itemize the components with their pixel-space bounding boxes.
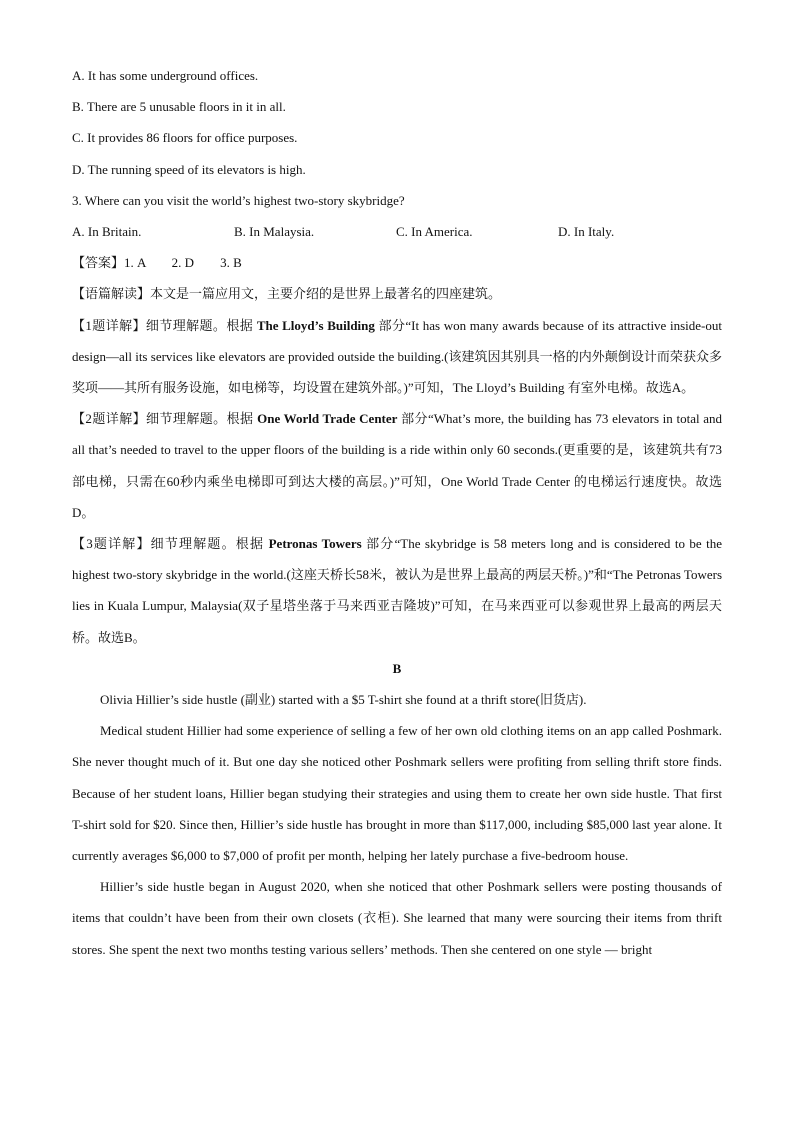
detail-1-pre: 细节理解题。根据 [145, 317, 254, 333]
section-b-heading: B [392, 660, 402, 676]
document-page [72, 60, 722, 965]
q3-options [72, 216, 722, 247]
answer-text: 1. A 2. D 3. B [124, 255, 242, 271]
summary-line [72, 278, 722, 309]
detail-3-bold: Petronas Towers [268, 536, 362, 552]
answer-label: 【答案】 [72, 255, 125, 271]
section-b-paragraph-3: Hillier’s side hustle began in August 2020, when she noticed that other Poshmark sellers were posting thousands of items that couldn’t have been from their own closets (衣柜). She learned that many were sourcing their items from thrift stores. She spent the next two months testing various sellers’ methods. Then she centered on one style — bright [72, 879, 722, 957]
detail-1-post: 部分“It has won many awards because of its attractive inside-out design—all its services like elevators are provided outside the building.(该建筑因其别具一格的内外颠倒设计而荣获众多奖项——其所有服务设施，如电梯等，均设置在建筑外部。)”可知，The Lloyd’s Building 有室外电梯。故选A。 [72, 317, 722, 396]
detail-2-pre: 细节理解题。根据 [146, 411, 254, 427]
detail-1-bold: The Lloyd’s Building [256, 317, 375, 333]
detail-2-label: 【2题详解】 [72, 411, 147, 427]
detail-1 [72, 310, 722, 404]
section-b-paragraph-1: Olivia Hillier’s side hustle (副业) started with a $5 T-shirt she found at a thrift store(旧货店). [100, 692, 587, 708]
detail-1-label: 【1题详解】 [72, 317, 146, 333]
q3-question: 3. Where can you visit the world’s highest two-story skybridge? [72, 192, 405, 208]
section-b-paragraph-2: Medical student Hillier had some experience of selling a few of her own old clothing items on an app called Poshmark. She never thought much of it. But one day she noticed other Poshmark sellers were profiting from selling thrift store finds. Because of her student loans, Hillier began studying their strategies and using them to create her own side hustle. That first T-shirt sold for $20. Since then, Hillier’s side hustle has brought in more than $117,000, including $85,000 last year alone. It currently averages $6,000 to $7,000 of profit per month, helping her lately purchase a five-bedroom house. [72, 723, 722, 864]
q2-option-c: C. It provides 86 floors for office purposes. [72, 130, 298, 146]
detail-2-bold: One World Trade Center [257, 411, 398, 427]
q2-option-b: B. There are 5 unusable floors in it in all. [72, 99, 286, 115]
answer-line [72, 247, 722, 278]
q3-option-b: B. In Malaysia. [234, 224, 315, 240]
detail-3-pre: 细节理解题。根据 [150, 536, 265, 552]
detail-3-post: 部分“The skybridge is 58 meters long and is considered to be the highest two-story skybridge in the world.(这座天桥长58米，被认为是世界上最高的两层天桥。)”和“The Petronas Towers lies in Kuala Lumpur, Malaysia(双子星塔坐落于马来西亚吉隆坡)”可知，在马来西亚可以参观世界上最高的两层天桥。故选B。 [72, 536, 723, 645]
detail-3-label: 【3题详解】 [72, 536, 151, 552]
summary-text: 本文是一篇应用文，主要介绍的是世界上最著名的四座建筑。 [150, 286, 502, 302]
q3-option-c: C. In America. [396, 224, 473, 240]
detail-3 [72, 528, 722, 653]
q3-option-a: A. In Britain. [72, 224, 142, 240]
q2-option-a: A. It has some underground offices. [72, 68, 259, 83]
q3-option-d: D. In Italy. [558, 224, 615, 240]
summary-label: 【语篇解读】 [72, 286, 151, 302]
detail-2 [72, 403, 722, 528]
q2-option-d: D. The running speed of its elevators is high. [72, 161, 306, 177]
detail-2-post: 部分“What’s more, the building has 73 elevators in total and all that’s needed to travel to the upper floors of the building is a ride within only 60 seconds.(更重要的是，该建筑共有73部电梯，只需在60秒内乘坐电梯即可到达大楼的高层。)”可知，One World Trade Center 的电梯运行速度快。故选D。 [72, 411, 723, 520]
